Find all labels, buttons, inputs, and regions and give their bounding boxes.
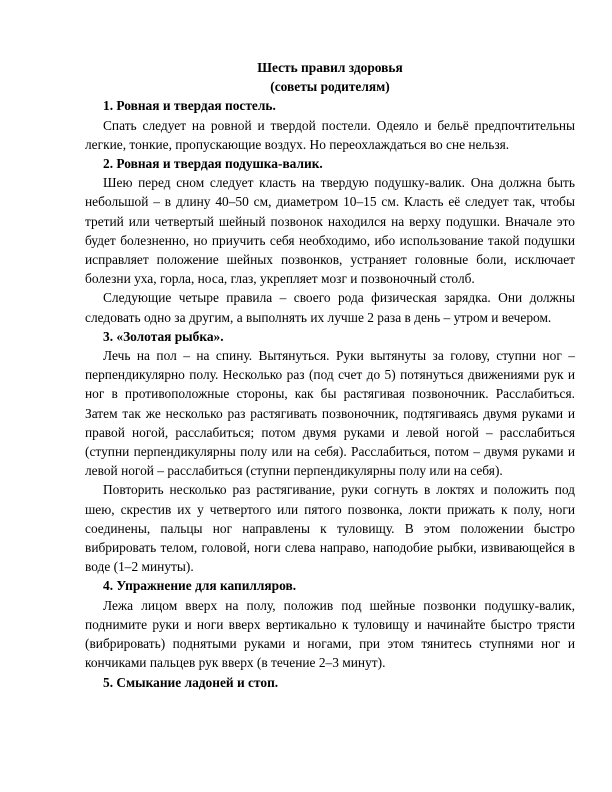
section-4-heading: 4. Упражнение для капилляров. <box>103 578 297 594</box>
section-3-paragraph-2: Повторить несколько раз растягивание, руки согнуть в локтях и положить под шею, скрестив их у четвертого или пятого позвонка, локти прижать к полу, ноги соединены, пальцы ног направлены к туловищу. В этом положении быстро вибрировать телом, головой, ноги слева направо, наподобие рыбки, извивающейся в воде (1–2 минуты). <box>85 482 575 575</box>
section-5-heading: 5. Смыкание ладоней и стоп. <box>103 674 279 690</box>
section-2-paragraph-1: Шею перед сном следует класть на твердую подушку-валик. Она должна быть небольшой – в длину 40–50 см, диаметром 10–15 см. Класть её следует так, чтобы третий или четвертый шейный позвонок находился на верху подушки. Вначале это будет болезненно, но приучить себя необходимо, ибо использование такой подушки исправляет положение шейных позвонков, устраняет головные боли, исключает болезни уха, горла, носа, глаз, укрепляет мозг и позвоночный столб. <box>85 175 575 287</box>
section-3-heading: 3. «Золотая рыбка». <box>103 328 224 344</box>
section-2-paragraph-2: Следующие четыре правила – своего рода физическая зарядка. Они должны следовать одно за другим, а выполнять их лучше 2 раза в день – утром и вечером. <box>85 290 575 325</box>
section-2-heading: 2. Ровная и твердая подушка-валик. <box>103 156 323 172</box>
document-subtitle: (советы родителям) <box>270 79 390 95</box>
section-3-paragraph-1: Лечь на пол – на спину. Вытянуться. Руки вытянуты за голову, ступни ног – перпендикулярно полу. Несколько раз (под счет до 5) потянуться движениями рук и ног в противоположные стороны, как бы растягивая позвоночник. Расслабиться. Затем так же несколько раз растягивать позвоночник, подтягиваясь двумя руками и правой ногой, расслабиться; потом двумя руками и левой ногой – расслабиться (ступни перпендикулярны полу или на себя). Расслабиться, потом – двумя руками и левой ногой – расслабиться (ступни перпендикулярны полу или на себя). <box>85 348 575 479</box>
document-title: Шесть правил здоровья <box>257 60 403 75</box>
section-1-heading: 1. Ровная и твердая постель. <box>103 98 276 114</box>
section-1-paragraph-1: Спать следует на ровной и твердой постели. Одеяло и бельё предпочтительны легкие, тонкие, пропускающие воздух. Но переохлаждаться во сне нельзя. <box>85 117 575 152</box>
section-4-paragraph-1: Лежа лицом вверх на полу, положив под шейные позвонки подушку-валик, поднимите руки и ноги вверх вертикально к туловищу и начинайте быстро трясти (вибрировать) поднятыми руками и ногами, при этом тянитесь ступнями ног и кончиками пальцев рук вверх (в течение 2–3 минут). <box>85 597 575 671</box>
document-page <box>85 58 575 692</box>
